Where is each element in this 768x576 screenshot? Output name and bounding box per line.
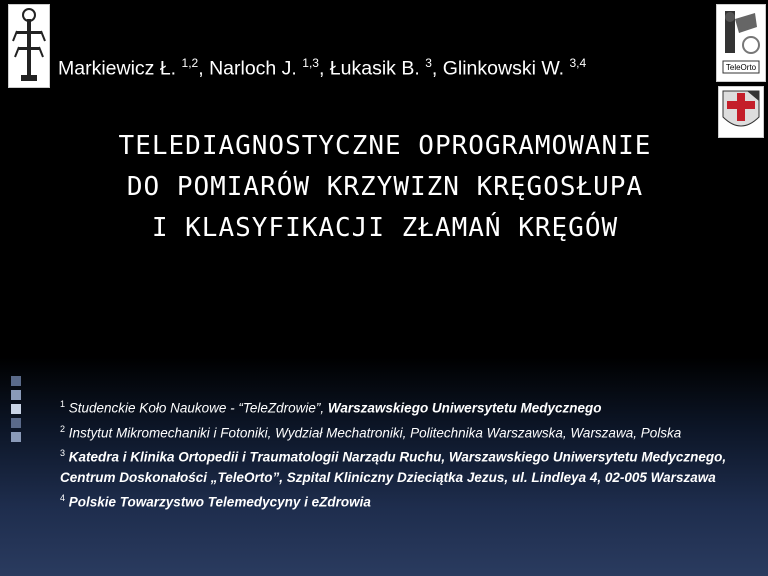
author-affiliation-marker: 3,4 [569, 56, 587, 70]
affiliation-number: 2 [60, 423, 66, 434]
accent-square [11, 404, 21, 414]
author-separator: , [318, 57, 330, 80]
author-affiliation-marker: 1,2 [181, 56, 199, 70]
affiliation-bold-text: Polskie Towarzystwo Telemedycyny i eZdrowia [65, 494, 371, 509]
author-separator: , [198, 57, 210, 80]
affiliation-1 [60, 394, 740, 419]
author-name: Glinkowski W. [442, 57, 565, 80]
author-affiliation-marker: 3 [425, 56, 432, 70]
author-separator: , [431, 57, 443, 80]
author-affiliation-marker: 1,3 [302, 56, 319, 70]
affiliation-4 [60, 488, 740, 513]
slide-title [40, 126, 730, 249]
university-logo [8, 4, 50, 88]
affiliation-bold-text: Katedra i Klinika Ortopedii i Traumatologii Narządu Ruchu, Warszawskiego Uniwersytetu Medycznego, Centrum Doskonałości „TeleOrto”, Szpital Kliniczny Dzieciątka Jezus, ul. Lindleya 4, 02-005 Warszawa [60, 449, 727, 485]
accent-square [11, 390, 21, 400]
accent-square [11, 418, 21, 428]
teleorto-logo [716, 4, 766, 82]
affiliation-3 [60, 443, 740, 488]
affiliation-text: Studenckie Koło Naukowe - “TeleZdrowie”, [65, 400, 328, 416]
title-line: DO POMIARÓW KRZYWIZN KRĘGOSŁUPA [126, 172, 644, 202]
affiliation-number: 1 [60, 399, 66, 409]
author-name: Narloch J. [209, 57, 297, 80]
title-line: TELEDIAGNOSTYCZNE OPROGRAMOWANIE [118, 131, 652, 161]
accent-square [11, 376, 21, 386]
title-line: I KLASYFIKACJI ZŁAMAŃ KRĘGÓW [151, 213, 619, 243]
tree-emblem-icon [9, 5, 49, 87]
affiliation-number: 4 [60, 492, 66, 503]
author-name: Łukasik B. [329, 57, 420, 80]
affiliations [60, 394, 740, 512]
accent-square [11, 432, 21, 442]
teleorto-logo-text: TeleOrto [725, 63, 757, 72]
affiliation-text: Instytut Mikromechaniki i Fotoniki, Wydział Mechatroniki, Politechnika Warszawska, Warszawa, Polska [65, 425, 682, 440]
authors-line [58, 56, 586, 81]
affiliation-number: 3 [60, 448, 66, 458]
affiliation-2 [60, 419, 740, 444]
accent-squares [11, 376, 21, 446]
affiliation-bold-text: Warszawskiego Uniwersytetu Medycznego [327, 400, 602, 416]
author-name: Markiewicz Ł. [58, 57, 177, 80]
